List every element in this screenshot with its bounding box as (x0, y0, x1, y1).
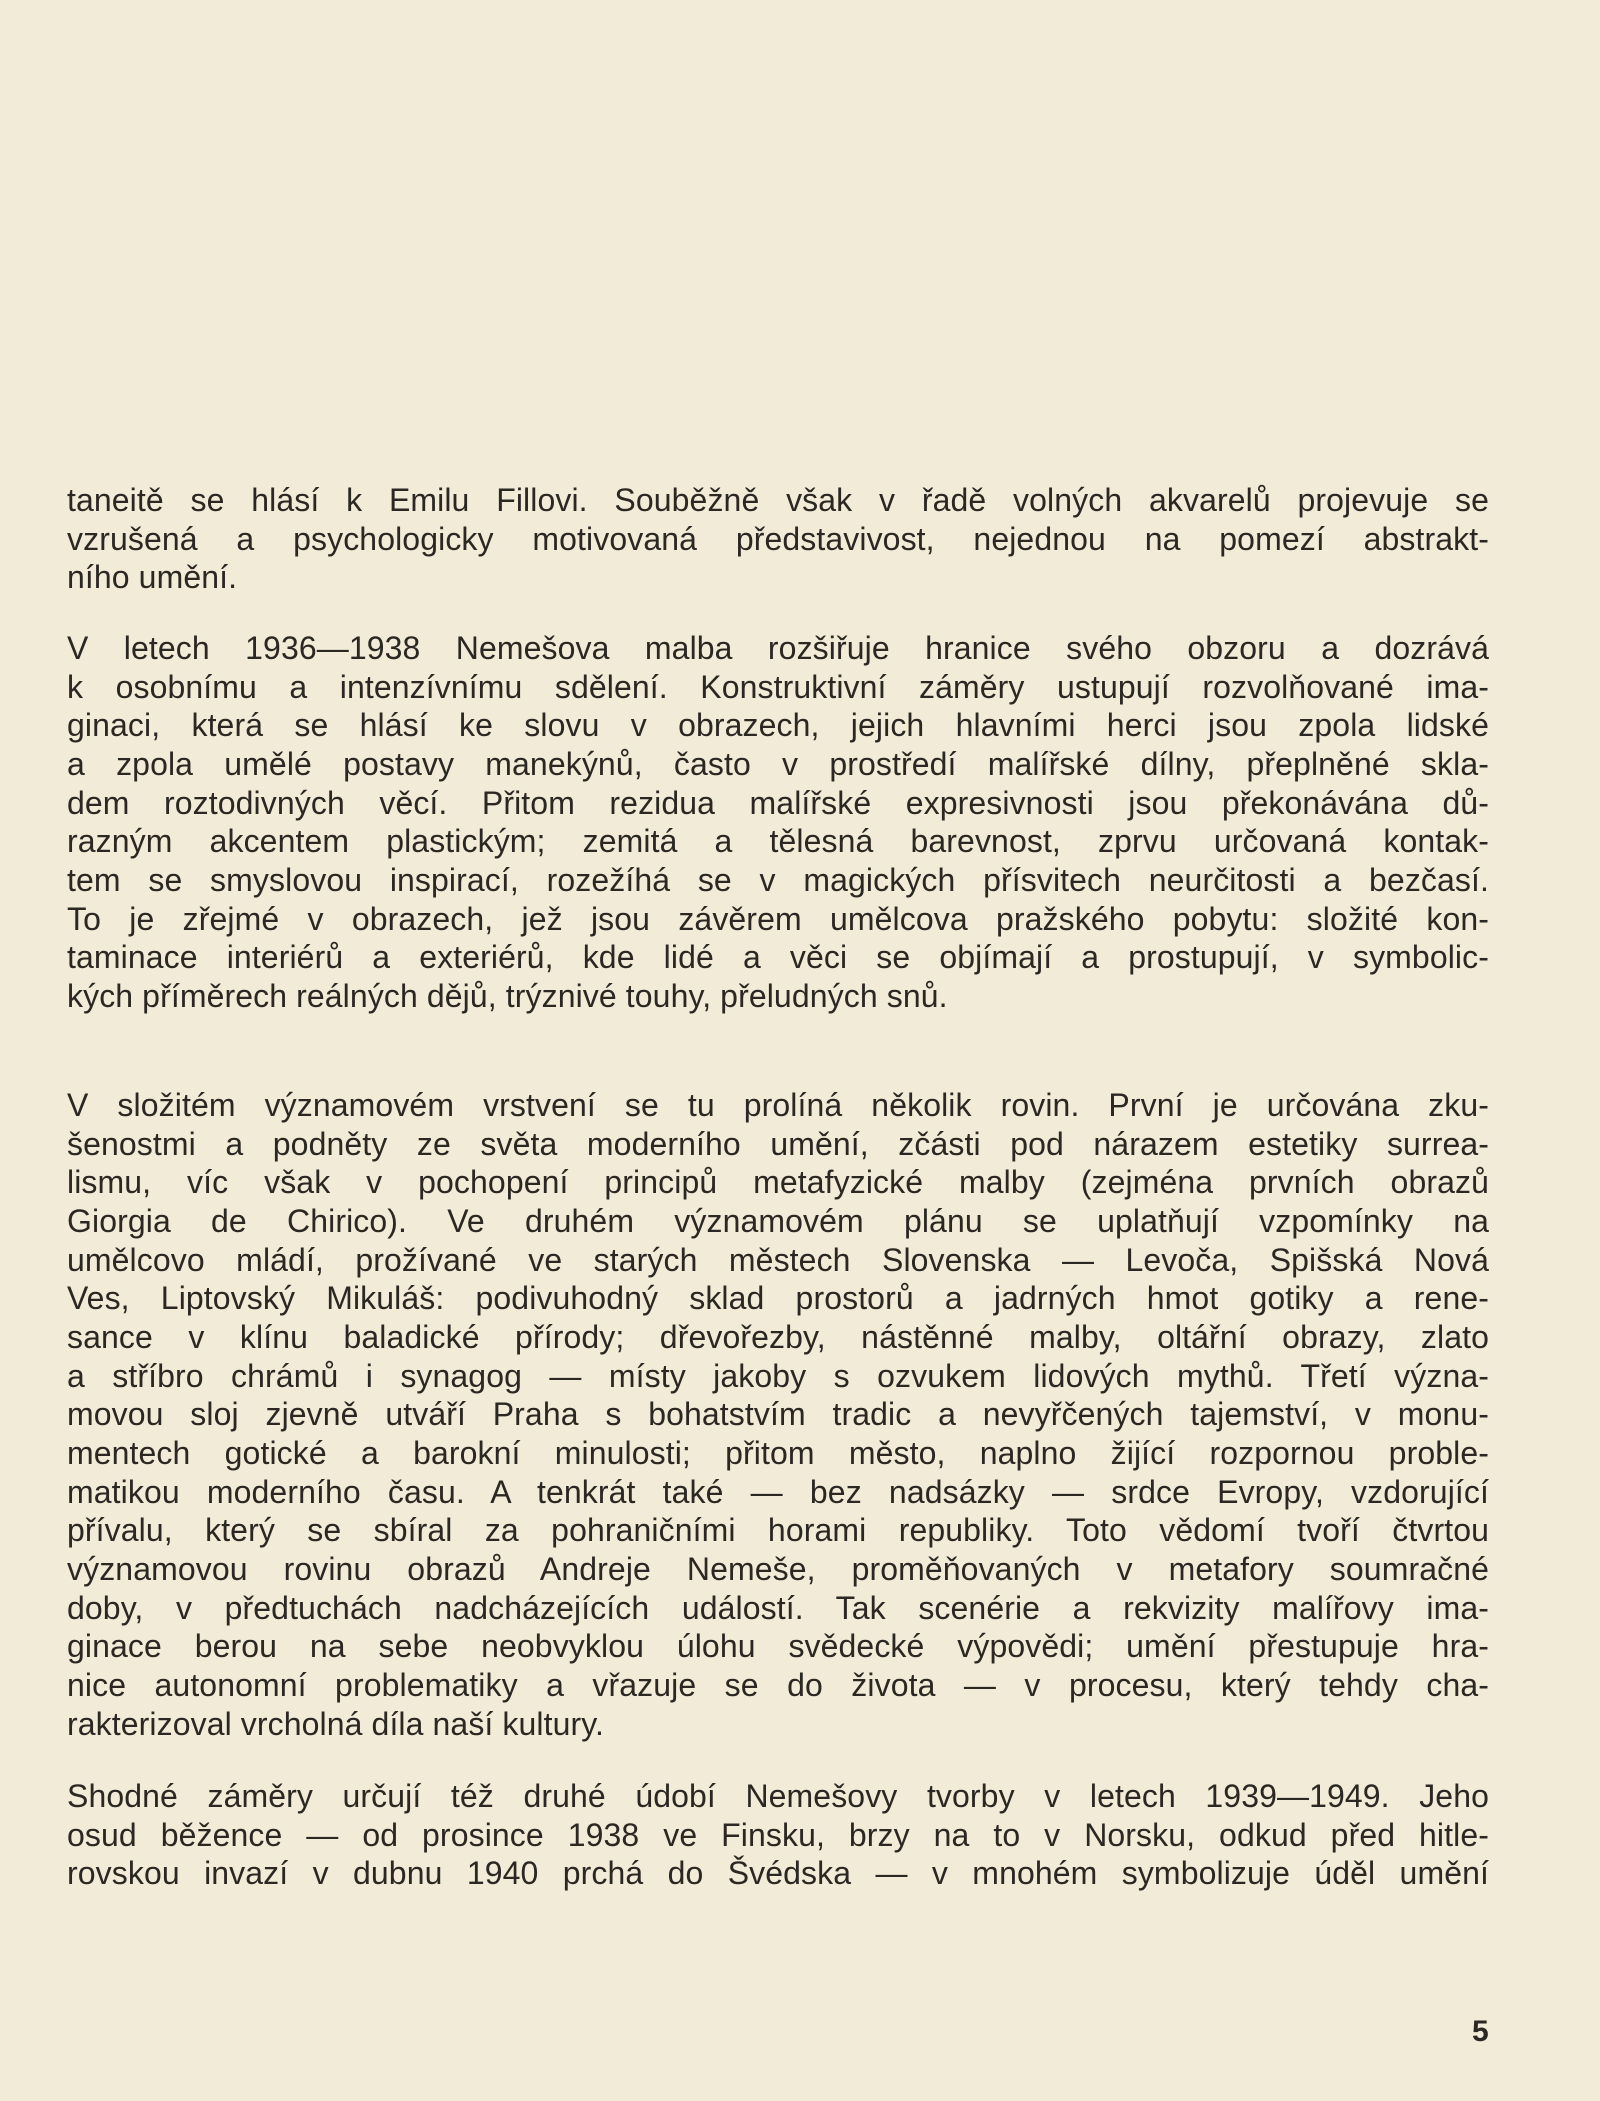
text-line: Ves, Liptovský Mikuláš: podivuhodný sklad prostorů a jadrných hmot gotiky a rene- (67, 1280, 1489, 1317)
text-line: V letech 1936—1938 Nemešova malba rozšiřuje hranice svého obzoru a dozrává (67, 630, 1489, 666)
text-line: taneitě se hlásí k Emilu Fillovi. Souběžně však v řadě volných akvarelů projevuje se (67, 482, 1489, 518)
text-line: V složitém významovém vrstvení se tu prolíná několik rovin. První je určována zku- (67, 1087, 1489, 1123)
text-line: mentech gotické a barokní minulosti; přitom město, naplno žijící rozpornou proble- (67, 1434, 1489, 1471)
text-line: nice autonomní problematiky a vřazuje se do života — v procesu, který tehdy cha- (67, 1666, 1489, 1703)
text-line: ginace berou na sebe neobvyklou úlohu svědecké výpovědi; umění přestupuje hra- (67, 1628, 1489, 1665)
text-line: tem se smyslovou inspirací, rozežíhá se v magických přísvitech neurčitosti a bezčasí. (67, 861, 1489, 898)
paragraph-2 (67, 629, 1489, 1016)
paragraph-1 (67, 481, 1489, 597)
text-line: kých příměrech reálných dějů, trýznivé touhy, přeludných snů. (67, 977, 948, 1014)
text-line: Shodné záměry určují též druhé údobí Nemešovy tvorby v letech 1939—1949. Jeho (67, 1778, 1489, 1814)
text-line: taminace interiérů a exteriérů, kde lidé a věci se objímají a prostupují, v symbolic- (67, 939, 1489, 976)
text-line: a stříbro chrámů i synagog — místy jakoby s ozvukem lidových mythů. Třetí význa- (67, 1357, 1489, 1394)
text-line: dem roztodivných věcí. Přitom rezidua malířské expresivnosti jsou překonávána dů- (67, 784, 1489, 821)
text-line: k osobnímu a intenzívnímu sdělení. Konstruktivní záměry ustupují rozvolňované ima- (67, 668, 1489, 705)
text-line: doby, v předtuchách nadcházejících událostí. Tak scenérie a rekvizity malířovy ima- (67, 1589, 1489, 1626)
text-line: rakterizoval vrcholná díla naší kultury. (67, 1705, 604, 1742)
text-line: osud běžence — od prosince 1938 ve Finsku, brzy na to v Norsku, odkud před hitle- (67, 1816, 1489, 1853)
text-line: Giorgia de Chirico). Ve druhém významovém plánu se uplatňují vzpomínky na (67, 1202, 1489, 1239)
text-line: movou sloj zjevně utváří Praha s bohatstvím tradic a nevyřčených tajemství, v monu- (67, 1396, 1489, 1433)
text-line: významovou rovinu obrazů Andreje Nemeše, proměňovaných v metafory soumračné (67, 1550, 1489, 1587)
text-line: vzrušená a psychologicky motivovaná představivost, nejednou na pomezí abstrakt- (67, 520, 1489, 557)
paragraph-3 (67, 1086, 1489, 1743)
text-line: umělcovo mládí, prožívané ve starých městech Slovenska — Levoča, Spišská Nová (67, 1241, 1489, 1278)
text-line: přívalu, který se sbíral za pohraničními horami republiky. Toto vědomí tvoří čtvrtou (67, 1512, 1489, 1549)
text-line: lismu, víc však v pochopení principů metafyzické malby (zejména prvních obrazů (67, 1164, 1489, 1201)
text-line: sance v klínu baladické přírody; dřevořezby, nástěnné malby, oltářní obrazy, zlato (67, 1318, 1489, 1355)
text-line: ního umění. (67, 559, 238, 596)
text-line: šenostmi a podněty ze světa moderního umění, zčásti pod nárazem estetiky surrea- (67, 1125, 1489, 1162)
paragraph-4 (67, 1777, 1489, 1893)
text-line: To je zřejmé v obrazech, jež jsou závěrem umělcova pražského pobytu: složité kon- (67, 900, 1489, 937)
text-line: a zpola umělé postavy manekýnů, často v prostředí malířské dílny, přeplněné skla- (67, 745, 1489, 782)
text-line: ginaci, která se hlásí ke slovu v obrazech, jejich hlavními herci jsou zpola lidské (67, 707, 1489, 744)
page-number: 5 (1472, 2015, 1489, 2048)
text-line: razným akcentem plastickým; zemitá a tělesná barevnost, zprvu určovaná kontak- (67, 823, 1489, 860)
text-line: rovskou invazí v dubnu 1940 prchá do Švédska — v mnohém symbolizuje úděl umění (67, 1855, 1489, 1892)
text-line: matikou moderního času. A tenkrát také — bez nadsázky — srdce Evropy, vzdorující (67, 1473, 1489, 1510)
